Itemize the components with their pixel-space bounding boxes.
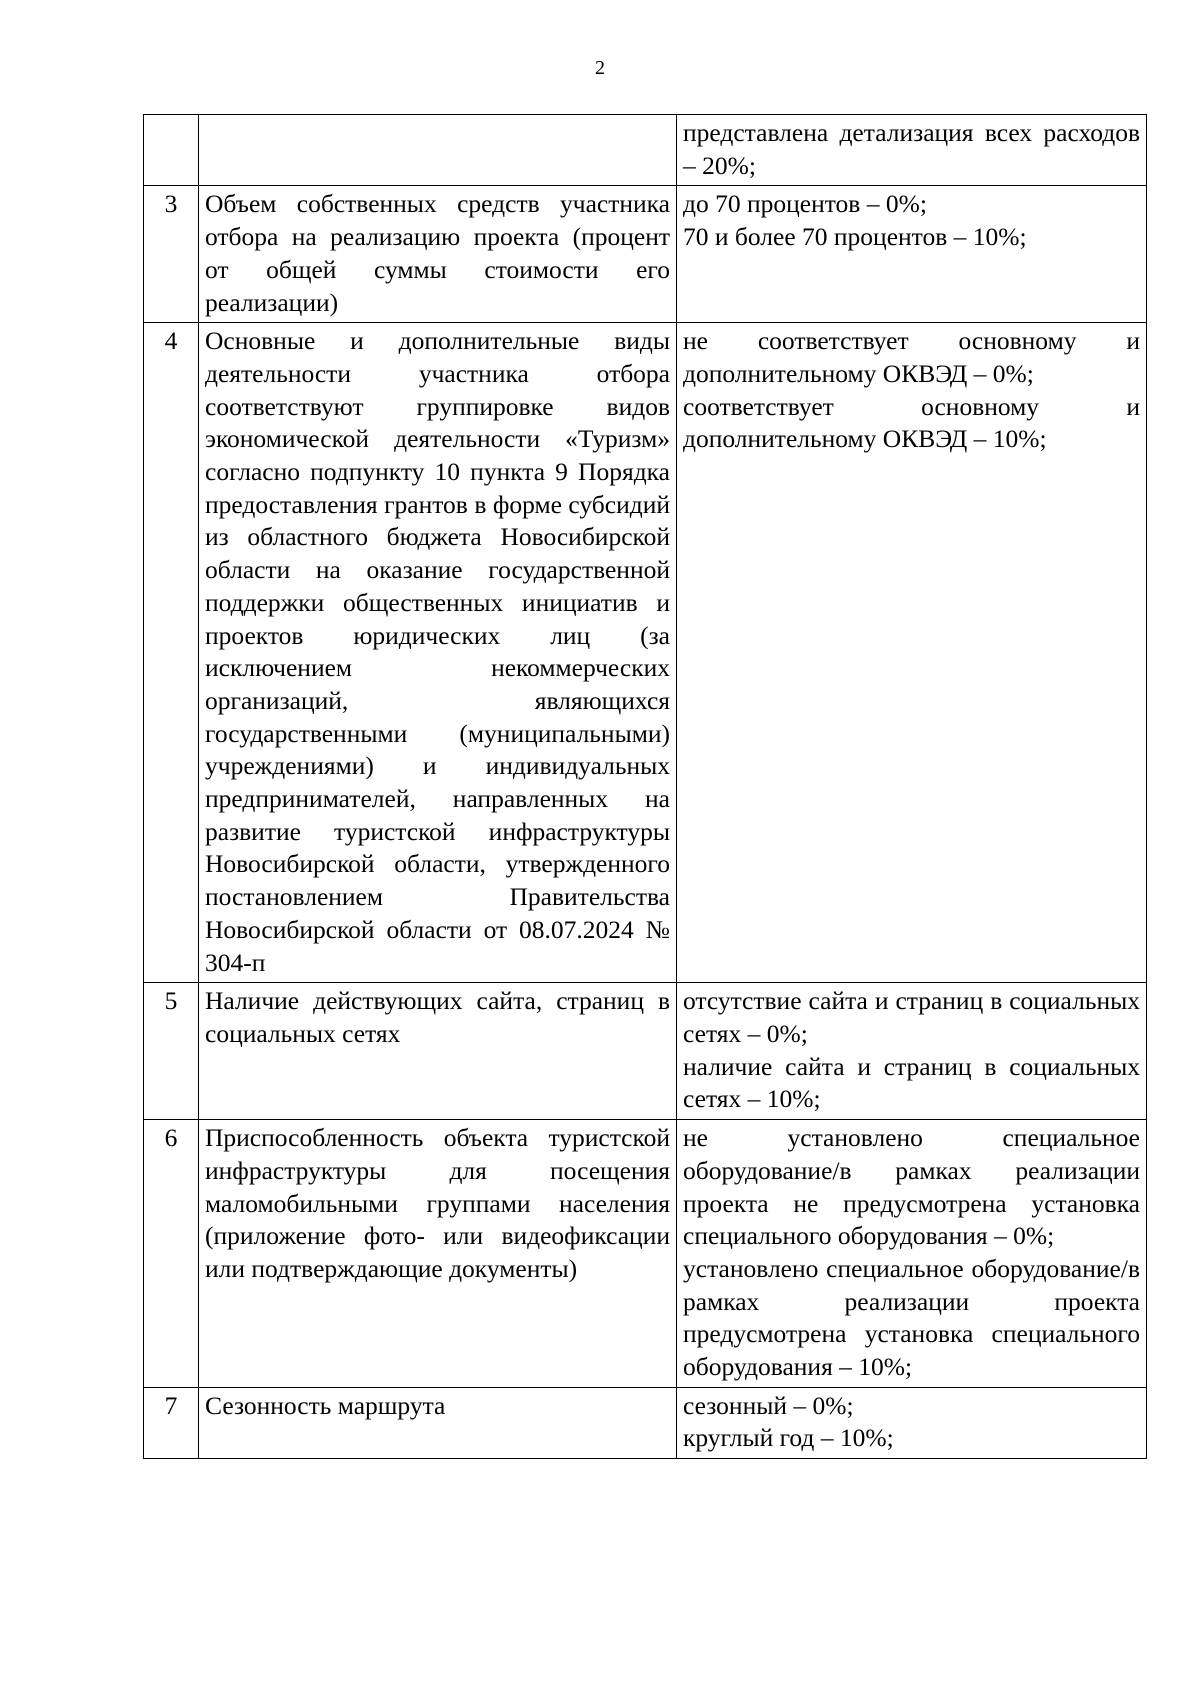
- score-cell: [677, 1120, 1147, 1388]
- table-row: [144, 186, 1147, 323]
- score-line: установлено специальное оборудование/в рамках реализации проекта предусмотрена установка специального оборудования – 10%;: [683, 1253, 1140, 1382]
- criterion-cell: Сезонность маршрута: [199, 1387, 677, 1458]
- row-number: 5: [144, 983, 199, 1120]
- score-cell: [677, 186, 1147, 323]
- table-row: [144, 1120, 1147, 1388]
- table-row: [144, 323, 1147, 983]
- criteria-table: [143, 114, 1147, 1459]
- score-line: соответствует основному и дополнительному ОКВЭД – 10%;: [683, 391, 1140, 454]
- score-line: 70 и более 70 процентов – 10%;: [683, 222, 1027, 252]
- page-number: 2: [595, 57, 605, 79]
- table-row: [144, 1387, 1147, 1458]
- score-line: отсутствие сайта и страниц в социальных сетях – 0%;: [683, 986, 1140, 1048]
- table-row: [144, 115, 1147, 186]
- score-line: сезонный – 0%;: [683, 1390, 854, 1420]
- row-number: 6: [144, 1120, 199, 1388]
- score-cell: [677, 983, 1147, 1120]
- table-row: [144, 983, 1147, 1120]
- score-cell: [677, 323, 1147, 983]
- criterion-cell: Приспособленность объекта туристской инфраструктуры для посещения маломобильными группами населения (приложение фото- или видеофиксации или подтверждающие документы): [199, 1120, 677, 1388]
- row-number: 3: [144, 186, 199, 323]
- criterion-cell: Наличие действующих сайта, страниц в социальных сетях: [199, 983, 677, 1120]
- score-cell: [677, 115, 1147, 186]
- score-line: представлена детализация всех расходов – 20%;: [683, 118, 1140, 180]
- score-line: круглый год – 10%;: [683, 1423, 894, 1453]
- score-line: не соответствует основному и дополнительному ОКВЭД – 0%;: [683, 326, 1140, 388]
- row-number: 4: [144, 323, 199, 983]
- row-number: [144, 115, 199, 186]
- score-cell: [677, 1387, 1147, 1458]
- criterion-cell: [199, 115, 677, 186]
- criterion-cell: Основные и дополнительные виды деятельности участника отбора соответствуют группировке видов экономической деятельности «Туризм» согласно подпункту 10 пункта 9 Порядка предоставления грантов в форме субсидий из областного бюджета Новосибирской области на оказание государственной поддержки общественных инициатив и проектов юридических лиц (за исключением некоммерческих организаций, являющихся государственными (муниципальными) учреждениями) и индивидуальных предпринимателей, направленных на развитие туристской инфраструктуры Новосибирской области, утвержденного постановлением Правительства Новосибирской области от 08.07.2024 № 304-п: [199, 323, 677, 983]
- row-number: 7: [144, 1387, 199, 1458]
- score-line: не установлено специальное оборудование/в рамках реализации проекта не предусмотрена установка специального оборудования – 0%;: [683, 1123, 1140, 1251]
- score-line: наличие сайта и страниц в социальных сетях – 10%;: [683, 1051, 1140, 1114]
- criterion-cell: Объем собственных средств участника отбора на реализацию проекта (процент от общей суммы стоимости его реализации): [199, 186, 677, 323]
- score-line: до 70 процентов – 0%;: [683, 189, 927, 219]
